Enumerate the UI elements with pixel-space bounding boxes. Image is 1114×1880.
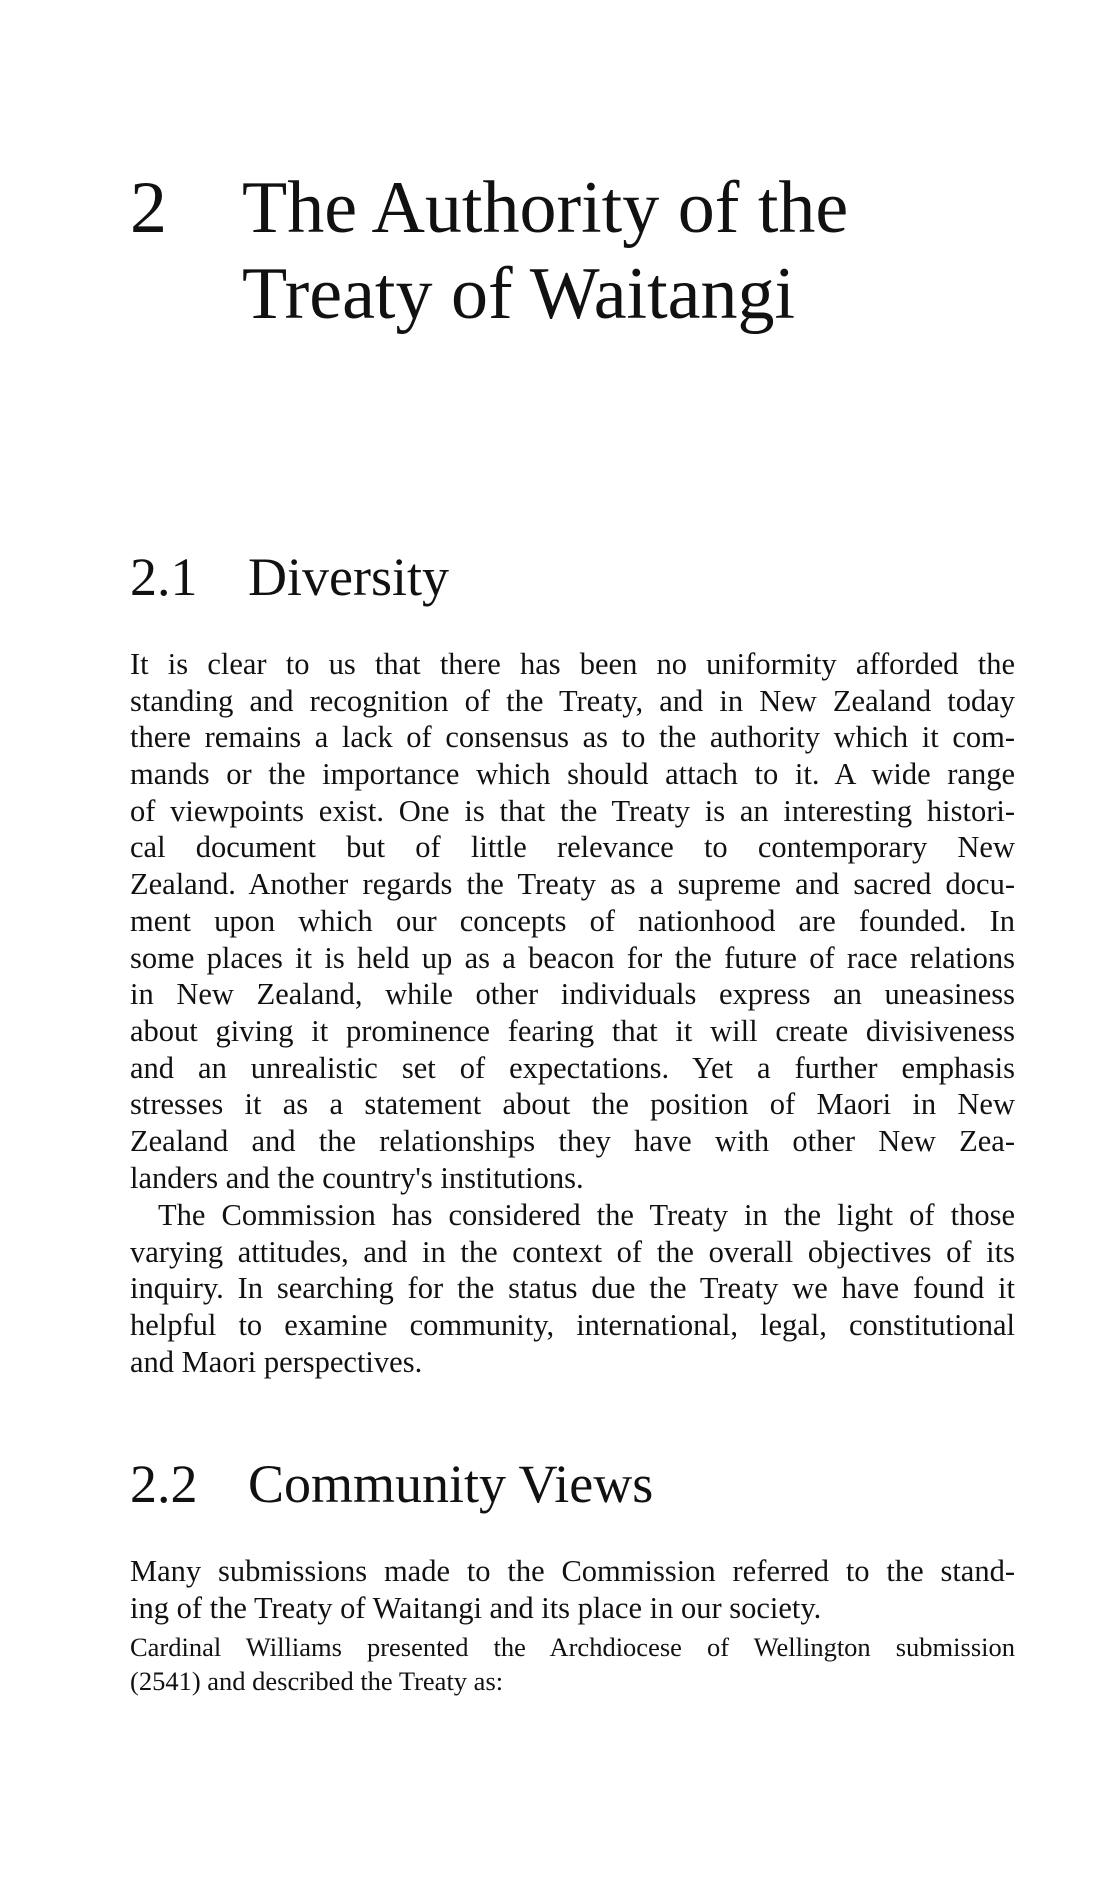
text-line: ment upon which our concepts of nationhood are founded. In [130,903,1015,938]
section-1-paragraph-1 [130,646,1015,1196]
text-line: of viewpoints exist. One is that the Treaty is an interesting histori- [130,793,1015,828]
text-line: some places it is held up as a beacon for the future of race relations [130,940,1015,975]
section-title: Diversity [248,547,449,607]
text-line: and Maori perspectives. [130,1344,423,1379]
text-line: standing and recognition of the Treaty, and in New Zealand today [130,683,1015,718]
section-heading-community-views [130,1452,653,1516]
chapter-title-line-1: The Authority of the [242,167,849,249]
text-line: and an unrealistic set of expectations. Yet a further emphasis [130,1050,1015,1085]
text-line: landers and the country's institutions. [130,1160,584,1195]
text-line: Many submissions made to the Commission referred to the stand- [130,1554,1015,1588]
chapter-title [242,165,1022,337]
text-line: inquiry. In searching for the status due the Treaty we have found it [130,1271,1015,1306]
chapter-number: 2 [130,167,167,249]
text-line: in New Zealand, while other individuals express an uneasiness [130,977,1015,1012]
text-line: Zealand and the relationships they have with other New Zea- [130,1123,1015,1158]
text-line: Cardinal Williams presented the Archdiocese of Wellington submission [130,1632,1015,1662]
section-title: Community Views [248,1454,654,1514]
section-number: 2.2 [130,1454,198,1514]
text-line: ing of the Treaty of Waitangi and its place in our society. [130,1590,822,1625]
text-line: stresses it as a statement about the position of Maori in New [130,1087,1015,1122]
text-line: there remains a lack of consensus as to the authority which it com- [130,720,1015,755]
text-line: Zealand. Another regards the Treaty as a supreme and sacred docu- [130,867,1015,902]
text-line: cal document but of little relevance to contemporary New [130,830,1015,865]
section-1-paragraph-2 [130,1197,1015,1380]
text-line: (2541) and described the Treaty as: [130,1666,504,1696]
section-2-paragraph-2 [130,1630,1015,1698]
text-line: helpful to examine community, international, legal, constitutional [130,1308,1015,1343]
text-line: varying attitudes, and in the context of the overall objectives of its [130,1234,1015,1269]
chapter-title-line-2: Treaty of Waitangi [242,253,796,335]
text-line: It is clear to us that there has been no uniformity afforded the [130,647,1015,681]
text-line: mands or the importance which should attach to it. A wide range [130,757,1015,792]
text-line: The Commission has considered the Treaty in the light of those [158,1198,1015,1232]
section-2-paragraph-1 [130,1553,1015,1626]
section-number: 2.1 [130,547,198,607]
text-line: about giving it prominence fearing that it will create divisiveness [130,1013,1015,1048]
section-heading-diversity [130,545,449,609]
